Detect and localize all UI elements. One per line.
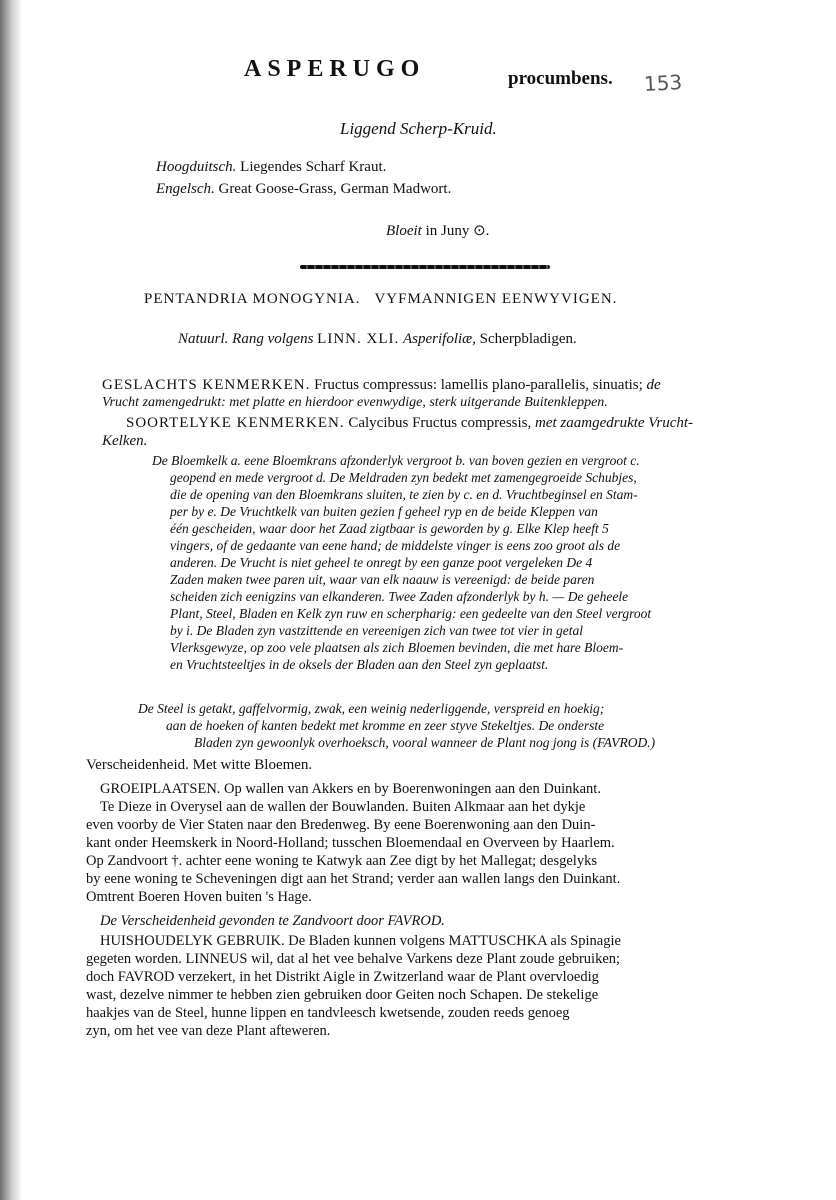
- dutch-name: Liggend Scherp-Kruid.: [340, 119, 497, 138]
- bloom-line: [386, 222, 489, 240]
- natural-order-label: Natuurl. Rang volgens: [178, 331, 314, 347]
- german-name: Liegendes Scharf Kraut.: [240, 159, 387, 175]
- use-line: zyn, om het vee van deze Plant afteweren.: [86, 1023, 331, 1039]
- document-page: [78, 0, 778, 1200]
- description-line: die de opening van den Bloemkrans sluiten, te zien by c. en d. Vruchtbeginsel en Stam-: [170, 487, 638, 502]
- description-line: per by e. De Vruchtkelk van buiten gezien f geheel ryp en de beide Kleppen van: [170, 504, 598, 519]
- genus-characters: [102, 376, 792, 411]
- stem-line: Bladen zyn gewoonlyk overhoeksch, vooral wanneer de Plant nog jong is (FAVROD.): [194, 735, 656, 750]
- description-line: anderen. De Vrucht is niet geheel te onregt by een ganze poot vergeleken De 4: [170, 555, 593, 570]
- linnaean-class: PENTANDRIA MONOGYNIA.: [144, 291, 361, 307]
- bloom-label: Bloeit: [386, 223, 422, 239]
- genus-dutch: Vrucht zamengedrukt: met platte en hierdoor evenwydige, sterk uitgerande Buitenkleppen.: [102, 395, 608, 410]
- species-latin: Calycibus Fructus compressis,: [348, 415, 532, 431]
- genus-label: GESLACHTS KENMERKEN.: [102, 377, 311, 393]
- page-title: ASPERUGO: [244, 56, 426, 82]
- description-line: geopend en mede vergroot d. De Meldraden zyn bedekt met zamengegroeide Schubjes,: [170, 470, 637, 485]
- description-line: Vlerksgewyze, op zoo vele plaatsen als zich Bloemen bevinden, die met hare Bloem-: [170, 640, 624, 655]
- description-line: scheiden zich eenigzins van elkanderen. Twee Zaden afzonderlyk by h. — De geheele: [170, 589, 629, 604]
- natural-order-name: Asperifoliæ,: [403, 331, 476, 347]
- dutch-class: VYFMANNIGEN EENWYVIGEN.: [374, 291, 618, 307]
- classification-line: [144, 290, 617, 308]
- english-label: Engelsch.: [156, 181, 215, 197]
- habitat-line: Omtrent Boeren Hoven buiten 's Hage.: [86, 889, 312, 905]
- use-block: [86, 932, 776, 1040]
- species-characters: [102, 414, 792, 450]
- stem-line: De Steel is getakt, gaffelvormig, zwak, een weinig nederliggende, verspreid en hoekig;: [138, 701, 605, 716]
- bloom-value: in Juny ⊙.: [425, 223, 490, 239]
- habitat-line: by eene woning te Scheveningen digt aan het Strand; verder aan wallen langs den Duinkant.: [86, 871, 621, 887]
- description-block: [152, 452, 778, 673]
- natural-order-author: LINN. XLI.: [317, 331, 400, 347]
- species-epithet: procumbens.: [508, 68, 613, 89]
- stem-block: [138, 700, 778, 751]
- decorative-rule: [300, 265, 550, 269]
- species-label: SOORTELYKE KENMERKEN.: [126, 415, 345, 431]
- description-line: één gescheiden, waar door het Zaad zigtbaar is geworden by g. Elke Klep heeft 5: [170, 521, 609, 536]
- habitat-line: even voorby de Vier Staten naar den Bredenweg. By eene Boerenwoning aan den Duin-: [86, 817, 596, 833]
- habitat-block: [86, 780, 776, 906]
- natural-order-dutch: Scherpbladigen.: [479, 331, 577, 347]
- german-label: Hoogduitsch.: [156, 159, 237, 175]
- use-line: gegeten worden. LINNEUS wil, dat al het vee behalve Varkens deze Plant zoude gebruiken;: [86, 951, 621, 967]
- book-spine-shadow: [0, 0, 22, 1200]
- english-name: Great Goose-Grass, German Madwort.: [218, 181, 452, 197]
- habitat-line: Te Dieze in Overysel aan de wallen der Bouwlanden. Buiten Alkmaar aan het dykje: [100, 799, 586, 815]
- variety-found-block: [100, 912, 776, 930]
- description-line: vingers, of de gedaante van eene hand; de middelste vinger is eens zoo groot als de: [170, 538, 621, 553]
- genus-dutch-start: de: [646, 377, 661, 393]
- habitat-line: kant onder Heemskerk in Noord-Holland; tusschen Bloemendaal en Overveen by Haarlem.: [86, 835, 615, 851]
- natural-order-line: [178, 330, 577, 348]
- description-line: De Bloemkelk a. eene Bloemkrans afzonderlyk vergroot b. van boven gezien en vergroot c.: [152, 453, 640, 468]
- variety-text: Verscheidenheid. Met witte Bloemen.: [86, 757, 313, 773]
- species-dutch-cont: Kelken.: [102, 433, 148, 449]
- german-name-line: [156, 158, 386, 176]
- use-line: wast, dezelve nimmer te hebben zien gebruiken door Geiten noch Schapen. De stekelige: [86, 987, 599, 1003]
- stem-line: aan de hoeken of kanten bedekt met kromme en zeer styve Stekeltjes. De onderste: [166, 718, 605, 733]
- species-dutch: met zaamgedrukte Vrucht-: [535, 415, 694, 431]
- use-line: haakjes van de Steel, hunne lippen en tandvleesch kwetsende, zouden reeds genoeg: [86, 1005, 570, 1021]
- description-line: Zaden maken twee paren uit, waar van elk naauw is vereenigd: de beide paren: [170, 572, 595, 587]
- use-line: doch FAVROD verzekert, in het Distrikt Aigle in Zwitzerland waar de Plant overvloedig: [86, 969, 599, 985]
- genus-latin: Fructus compressus: lamellis plano-parallelis, sinuatis;: [314, 377, 643, 393]
- habitat-line: GROEIPLAATSEN. Op wallen van Akkers en by Boerenwoningen aan den Duinkant.: [100, 781, 601, 797]
- description-line: by i. De Bladen zyn vastzittende en vereenigen zich van twee tot vier in getal: [170, 623, 583, 638]
- english-name-line: [156, 180, 451, 198]
- description-line: Plant, Steel, Bladen en Kelk zyn ruw en scherpharig: een gedeelte van den Steel vergroot: [170, 606, 652, 621]
- page-number: 153: [643, 70, 683, 96]
- use-line: HUISHOUDELYK GEBRUIK. De Bladen kunnen volgens MATTUSCHKA als Spinagie: [100, 933, 621, 949]
- habitat-line: Op Zandvoort †. achter eene woning te Katwyk aan Zee digt by het Mallegat; desgelyks: [86, 853, 597, 869]
- description-line: en Vruchtsteeltjes in de oksels der Bladen aan den Steel zyn geplaatst.: [170, 657, 549, 672]
- variety-line: [86, 756, 776, 774]
- variety-found-text: De Verscheidenheid gevonden te Zandvoort door FAVROD.: [100, 913, 445, 929]
